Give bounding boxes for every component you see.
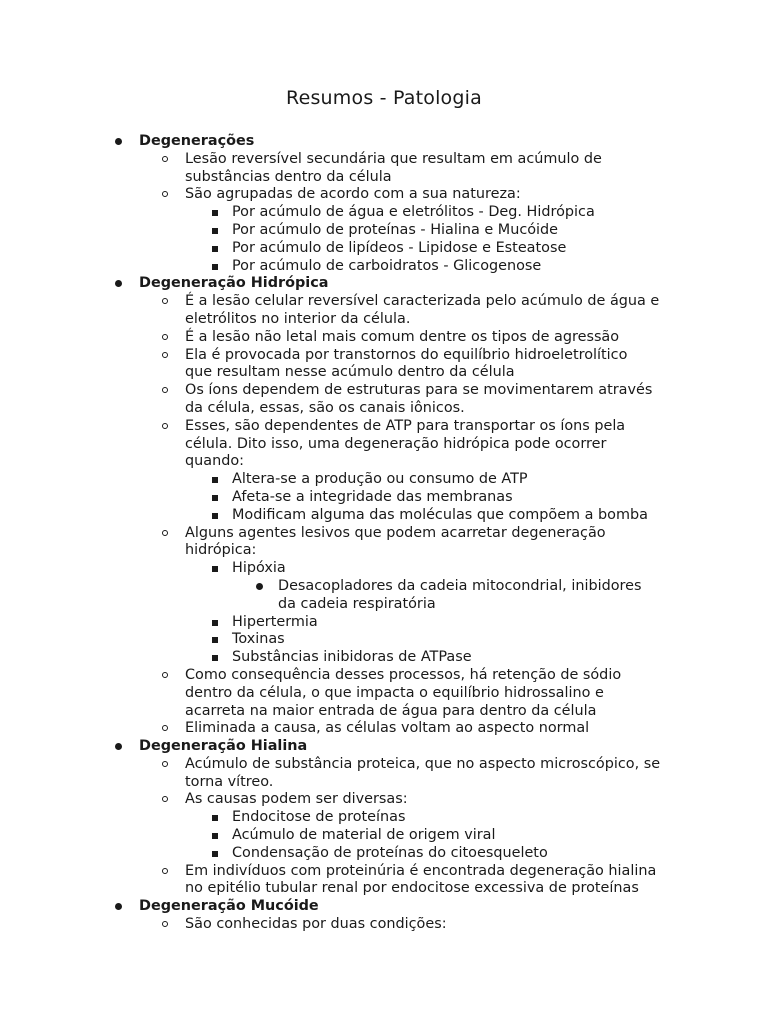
outline-item-text: Acúmulo de substância proteica, que no aspecto microscópico, se [185, 755, 661, 772]
outline-item [0, 703, 768, 721]
outline-item-text: Lesão reversível secundária que resultam em acúmulo de [185, 150, 602, 167]
outline-item [0, 364, 768, 382]
outline-item-text: Por acúmulo de lipídeos - Lipidose e Esteatose [232, 239, 567, 256]
outline-item [0, 240, 768, 258]
outline-item-text: Alguns agentes lesivos que podem acarretar degeneração [185, 524, 606, 541]
outline-item [0, 631, 768, 649]
outline-heading [0, 738, 768, 756]
outline-item [0, 489, 768, 507]
outline-item [0, 791, 768, 809]
outline-item [0, 204, 768, 222]
square-bullet-icon [212, 620, 218, 626]
outline-item-text: dentro da célula, o que impacta o equilíbrio hidrossalino e [185, 684, 604, 701]
outline-item-text: Eliminada a causa, as células voltam ao aspecto normal [185, 720, 590, 737]
square-bullet-icon [212, 637, 218, 643]
outline-item-text: Por acúmulo de proteínas - Hialina e Mucóide [232, 221, 559, 238]
square-bullet-icon [212, 264, 218, 270]
page-title: Resumos - Patologia [286, 87, 482, 109]
outline-item-text: Degeneração Mucóide [139, 898, 319, 915]
square-bullet-icon [212, 566, 218, 572]
outline-item [0, 329, 768, 347]
outline-item-text: da cadeia respiratória [278, 595, 436, 612]
outline-item-text: hidrópica: [185, 542, 257, 559]
outline-item-text: Degenerações [139, 133, 255, 149]
outline-item [0, 151, 768, 169]
hollow-circle-bullet-icon [162, 191, 168, 197]
square-bullet-icon [212, 851, 218, 857]
hollow-circle-bullet-icon [162, 352, 168, 358]
outline-item-text: da célula, essas, são os canais iônicos. [185, 399, 465, 416]
outline-item-text: Endocitose de proteínas [232, 809, 406, 826]
outline-item-text: no epitélio tubular renal por endocitose excessiva de proteínas [185, 880, 639, 897]
outline-item-text: Por acúmulo de água e eletrólitos - Deg. Hidrópica [232, 204, 595, 221]
outline-item [0, 471, 768, 489]
outline-list [0, 133, 768, 934]
outline-heading [0, 275, 768, 293]
outline-item [0, 596, 768, 614]
outline-item [0, 774, 768, 792]
outline-item-text: Como consequência desses processos, há retenção de sódio [185, 666, 622, 683]
outline-item [0, 614, 768, 632]
outline-item [0, 649, 768, 667]
hollow-circle-bullet-icon [162, 761, 168, 767]
outline-item-text: É a lesão celular reversível caracterizada pelo acúmulo de água e [185, 293, 660, 310]
outline-item [0, 258, 768, 276]
hollow-circle-bullet-icon [162, 796, 168, 802]
filled-circle-bullet-icon [115, 743, 122, 750]
hollow-circle-bullet-icon [162, 725, 168, 731]
outline-item-text: célula. Dito isso, uma degeneração hidrópica pode ocorrer [185, 435, 607, 452]
hollow-circle-bullet-icon [162, 423, 168, 429]
outline-item [0, 720, 768, 738]
outline-item [0, 222, 768, 240]
outline-item [0, 311, 768, 329]
outline-item [0, 560, 768, 578]
outline-item-text: São agrupadas de acordo com a sua natureza: [185, 186, 521, 203]
square-bullet-icon [212, 513, 218, 519]
outline-item [0, 418, 768, 436]
filled-circle-bullet-icon [115, 280, 122, 287]
outline-item [0, 169, 768, 187]
outline-item-text: acarreta na maior entrada de água para dentro da célula [185, 702, 597, 719]
hollow-circle-bullet-icon [162, 672, 168, 678]
outline-item-text: Toxinas [232, 631, 285, 648]
outline-item [0, 863, 768, 881]
square-bullet-icon [212, 495, 218, 501]
outline-item-text: Substâncias inibidoras de ATPase [232, 649, 472, 666]
outline-item [0, 827, 768, 845]
outline-item [0, 525, 768, 543]
hollow-circle-bullet-icon [162, 156, 168, 162]
outline-item [0, 578, 768, 596]
outline-item-text: torna vítreo. [185, 773, 274, 790]
outline-item-text: Acúmulo de material de origem viral [232, 827, 496, 844]
outline-item-text: São conhecidas por duas condições: [185, 916, 447, 933]
outline-item-text: Altera-se a produção ou consumo de ATP [232, 471, 528, 488]
filled-circle-bullet-icon [115, 138, 122, 145]
outline-item-text: É a lesão não letal mais comum dentre os tipos de agressão [185, 328, 620, 345]
filled-circle-bullet-icon [256, 583, 263, 590]
outline-item-text: que resultam nesse acúmulo dentro da célula [185, 364, 515, 381]
outline-item-text: Por acúmulo de carboidratos - Glicogenose [232, 257, 542, 274]
outline-heading [0, 133, 768, 151]
outline-item [0, 186, 768, 204]
outline-item [0, 845, 768, 863]
hollow-circle-bullet-icon [162, 530, 168, 536]
outline-item [0, 880, 768, 898]
outline-item-text: Em indivíduos com proteinúria é encontrada degeneração hialina [185, 862, 657, 879]
outline-item [0, 293, 768, 311]
outline-item [0, 436, 768, 454]
outline-item-text: Degeneração Hidrópica [139, 275, 329, 292]
outline-item-text: As causas podem ser diversas: [185, 791, 408, 808]
outline-item [0, 400, 768, 418]
hollow-circle-bullet-icon [162, 334, 168, 340]
outline-item [0, 685, 768, 703]
outline-item-text: Desacopladores da cadeia mitocondrial, inibidores [278, 577, 642, 594]
square-bullet-icon [212, 210, 218, 216]
hollow-circle-bullet-icon [162, 387, 168, 393]
square-bullet-icon [212, 815, 218, 821]
outline-item [0, 382, 768, 400]
outline-item-text: Modificam alguma das moléculas que compõem a bomba [232, 506, 648, 523]
outline-item-text: Esses, são dependentes de ATP para transportar os íons pela [185, 417, 626, 434]
outline-item [0, 453, 768, 471]
outline-item-text: Ela é provocada por transtornos do equilíbrio hidroeletrolítico [185, 346, 628, 363]
outline-item-text: Os íons dependem de estruturas para se movimentarem através [185, 382, 653, 399]
hollow-circle-bullet-icon [162, 868, 168, 874]
outline-item [0, 542, 768, 560]
outline-heading [0, 898, 768, 916]
outline-item-text: Hipóxia [232, 560, 286, 577]
outline-item-text: Afeta-se a integridade das membranas [232, 488, 513, 505]
outline-item [0, 667, 768, 685]
filled-circle-bullet-icon [115, 903, 122, 910]
outline-item [0, 756, 768, 774]
hollow-circle-bullet-icon [162, 921, 168, 927]
outline-item [0, 809, 768, 827]
square-bullet-icon [212, 833, 218, 839]
outline-item-text: quando: [185, 453, 244, 470]
outline-item-text: Hipertermia [232, 613, 318, 630]
square-bullet-icon [212, 477, 218, 483]
square-bullet-icon [212, 228, 218, 234]
outline-item-text: Degeneração Hialina [139, 738, 308, 755]
outline-item [0, 347, 768, 365]
outline-item [0, 507, 768, 525]
square-bullet-icon [212, 655, 218, 661]
outline-item-text: Condensação de proteínas do citoesqueleto [232, 844, 548, 861]
hollow-circle-bullet-icon [162, 298, 168, 304]
outline-item [0, 916, 768, 934]
outline-item-text: substâncias dentro da célula [185, 168, 392, 185]
square-bullet-icon [212, 246, 218, 252]
outline-item-text: eletrólitos no interior da célula. [185, 310, 411, 327]
